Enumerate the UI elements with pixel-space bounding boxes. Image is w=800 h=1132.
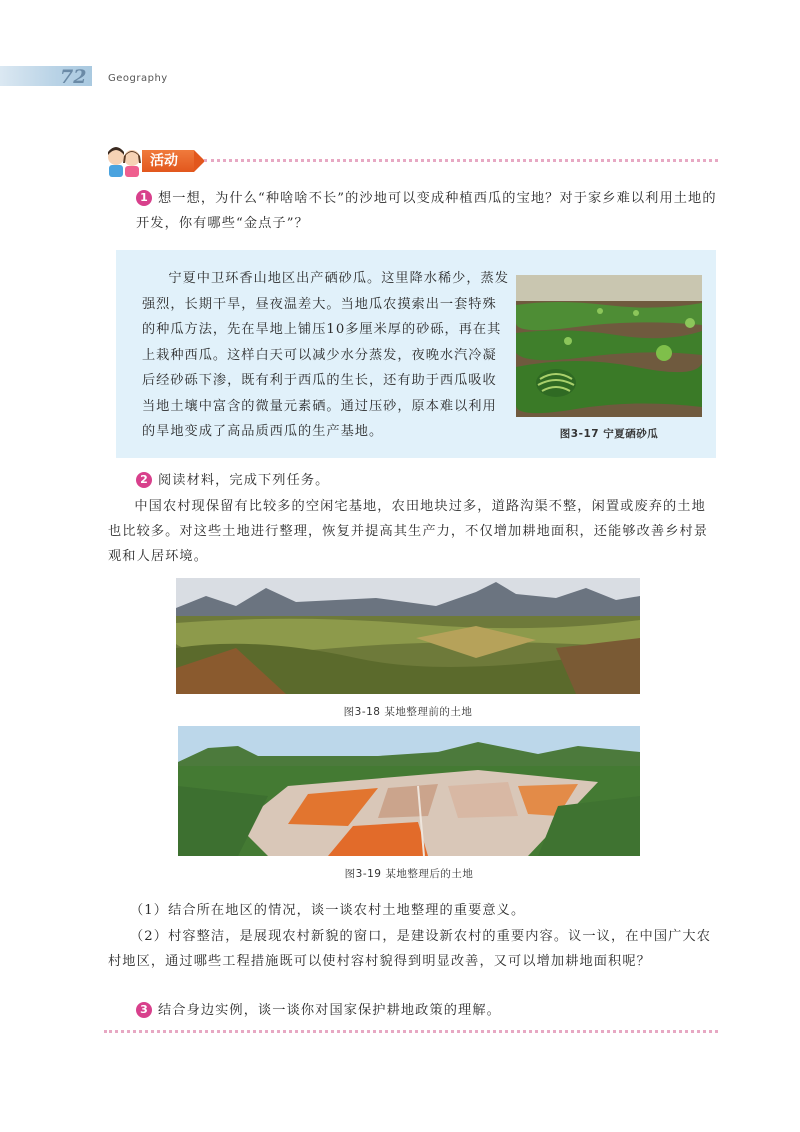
question-3-text: 结合身边实例，谈一谈你对国家保护耕地政策的理解。 xyxy=(158,1003,501,1018)
number-badge-3: 3 xyxy=(136,1002,152,1018)
number-badge-2: 2 xyxy=(136,472,152,488)
subject-label: Geography xyxy=(108,73,168,84)
number-badge-1: 1 xyxy=(136,190,152,206)
dotted-divider-bottom xyxy=(104,1030,718,1033)
land-before-photo xyxy=(176,578,640,694)
question-2-title xyxy=(136,468,720,493)
task-2: （2）村容整洁，是展现农村新貌的窗口，是建设新农村的重要内容。议一议，在中国广大农村地区，通过哪些工程措施既可以使村容村貌得到明显改善，又可以增加耕地面积呢？ xyxy=(108,929,711,969)
activity-tag: 活动 xyxy=(142,150,194,172)
question-1 xyxy=(136,186,720,236)
figure-3-18-caption: 图3-18 某地整理前的土地 xyxy=(343,706,473,718)
watermelon-photo xyxy=(516,275,702,417)
reading-text: 宁夏中卫环香山地区出产硒砂瓜。这里降水稀少，蒸发强烈，长期干旱，昼夜温差大。当地瓜农摸索出一套特殊的种瓜方法，先在旱地上铺压10多厘米厚的砂砾，再在其上栽种西瓜。这样白天可以减少水分蒸发，夜晚水汽冷凝后经砂砾下渗，既有利于西瓜的生长，还有助于西瓜吸收当地土壤中富含的微量元素硒。通过压砂，原本难以利用的旱地变成了高品质西瓜的生产基地。 xyxy=(142,271,509,439)
question-2-title-text: 阅读材料，完成下列任务。 xyxy=(158,473,330,488)
page-number: 72 xyxy=(60,66,87,88)
land-after-photo xyxy=(178,726,640,856)
reading-box xyxy=(116,250,716,458)
task-1: （1）结合所在地区的情况，谈一谈农村土地整理的重要意义。 xyxy=(130,903,526,918)
dotted-divider-top xyxy=(204,159,718,162)
question-3 xyxy=(136,998,720,1023)
question-2-text: 中国农村现保留有比较多的空闲宅基地，农田地块过多，道路沟渠不整，闲置或废弃的土地也比较多。对这些土地进行整理，恢复并提高其生产力，不仅增加耕地面积，还能够改善乡村景观和人居环境。 xyxy=(108,499,709,564)
figure-3-17-caption: 图3-17 宁夏硒砂瓜 xyxy=(559,428,659,440)
children-icon xyxy=(104,143,144,177)
figure-3-19-caption: 图3-19 某地整理后的土地 xyxy=(344,868,474,880)
question-1-text: 想一想，为什么“种啥啥不长”的沙地可以变成种植西瓜的宝地？对于家乡难以利用土地的开发，你有哪些“金点子”？ xyxy=(136,191,717,231)
